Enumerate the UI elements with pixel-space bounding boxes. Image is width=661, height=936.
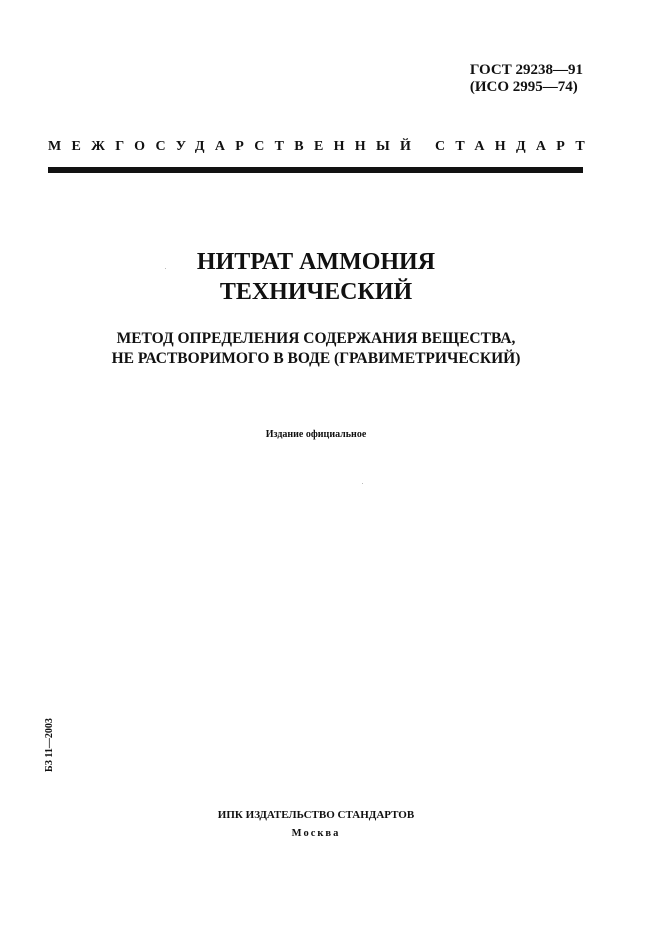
title-line-2: ТЕХНИЧЕСКИЙ <box>219 279 413 305</box>
subtitle-line-1: МЕТОД ОПРЕДЕЛЕНИЯ СОДЕРЖАНИЯ ВЕЩЕСТВА, <box>116 330 516 347</box>
subtitle-line-2: НЕ РАСТВОРИМОГО В ВОДЕ (ГРАВИМЕТРИЧЕСКИЙ) <box>111 350 521 367</box>
header-divider <box>48 167 583 173</box>
document-subtitle <box>0 329 632 369</box>
publisher-name: ИПК ИЗДАТЕЛЬСТВО СТАНДАРТОВ <box>217 809 415 821</box>
publisher-city: Москва <box>291 828 341 839</box>
gost-number: ГОСТ 29238—91 <box>469 62 583 78</box>
iso-number: (ИСО 2995—74) <box>469 79 578 95</box>
title-line-1: НИТРАТ АММОНИЯ <box>196 249 436 275</box>
edition-note: Издание официальное <box>265 429 367 440</box>
scan-speck <box>165 268 166 269</box>
document-title <box>0 247 632 307</box>
standard-number-block <box>470 62 583 96</box>
scan-speck <box>362 483 363 484</box>
interstate-standard-banner: МЕЖГОСУДАРСТВЕННЫЙ СТАНДАРТ <box>48 139 595 154</box>
side-catalog-code: БЗ 11—2003 <box>44 718 55 772</box>
